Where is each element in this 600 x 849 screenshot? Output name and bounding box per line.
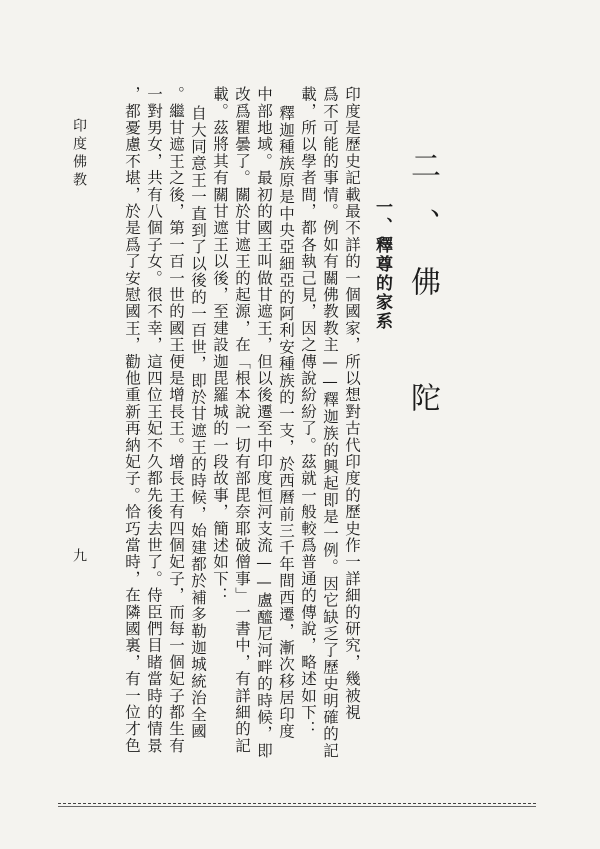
text-column: 改爲瞿曇了。關於甘遮王的起源，在「根本說一切有部毘奈耶破僧事」一書中，有詳細的記 bbox=[233, 86, 251, 754]
text-column: 載，所以學者間，都各執己見，因之傳說紛紛了。茲就一般較爲普通的傳說，略述如下： bbox=[299, 86, 317, 738]
bottom-rule bbox=[58, 806, 536, 807]
text-column: 載。茲將其有關甘遮王以後，至建設迦毘羅城的一段故事，簡述如下： bbox=[211, 86, 229, 604]
text-column: 。繼甘遮王之後，第一百一世的國王便是增長王。增長王有四個妃子，而每一個妃子都生有 bbox=[167, 86, 185, 754]
text-column: 爲不可能的事情。例如有關佛教教主——釋迦族的興起即是一例。因它缺乏了歷史明確的記 bbox=[321, 86, 339, 759]
text-column: 印度是歷史記載最不詳的一個國家，所以想對古代印度的歷史作一詳細的研究，幾被視 bbox=[343, 86, 361, 721]
text-column: 中部地域。最初的國王叫做甘遮王，但以後遷至中印度恒河支流——盧醯尼河畔的時候，即 bbox=[255, 86, 273, 759]
section-title: 一、釋尊的家系 bbox=[372, 198, 392, 331]
bottom-rule bbox=[58, 803, 536, 804]
text-column: 自大同意王一直到了以後的一百世，即於甘遮王的時候，始建都於補多勒迦城統治全國 bbox=[189, 105, 207, 740]
text-column: 釋迦種族原是中央亞細亞的阿利安種族的一支，於西曆前三千年間西遷，漸次移居印度 bbox=[277, 105, 295, 740]
text-column: ，都憂慮不堪，於是爲了安慰國王，勸他重新再納妃子。恰巧當時，在隣國裏，有一位才色 bbox=[123, 86, 141, 754]
chapter-title: 二、佛 陀 bbox=[405, 150, 440, 440]
text-column: 一對男女，共有八個子女。很不幸，這四位王妃不久都先後去世了。侍臣們目睹當時的情景 bbox=[145, 86, 163, 754]
running-head: 印度佛教 bbox=[71, 118, 87, 190]
page-number: 九 bbox=[71, 548, 87, 562]
